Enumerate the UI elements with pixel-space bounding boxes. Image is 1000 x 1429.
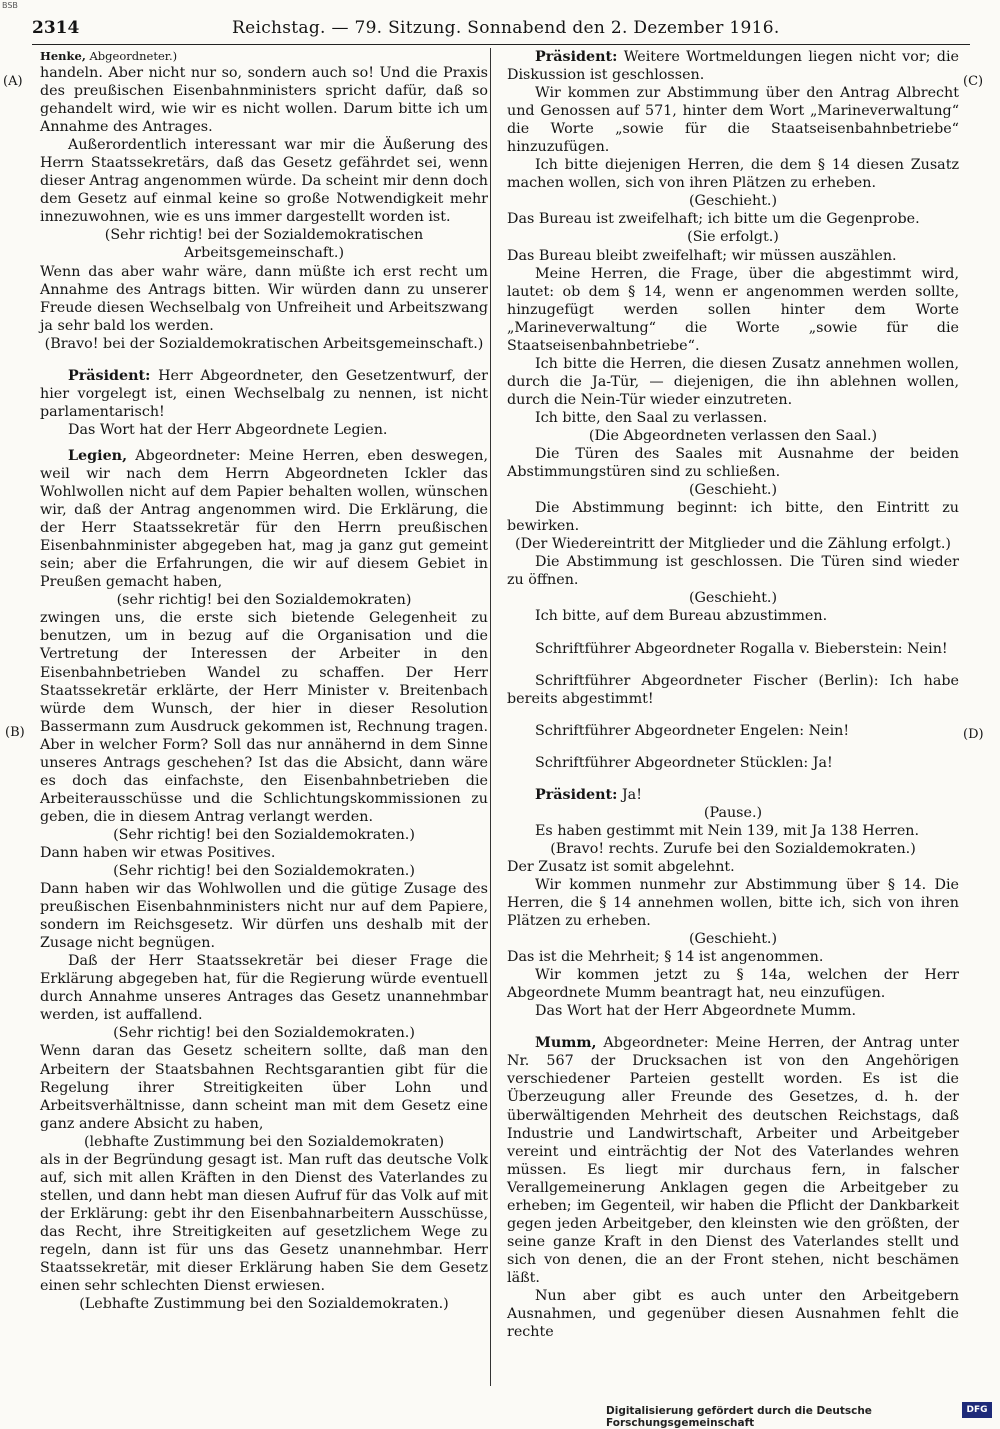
margin-mark-c: (C) xyxy=(963,74,984,89)
paragraph xyxy=(507,84,959,156)
paragraph-text: Die Abstimmung ist geschlossen. Die Türen sind wieder zu öffnen. xyxy=(507,554,959,589)
paragraph-text: Meine Herren, die Frage, über die abgestimmt wird, lautet: ob dem § 14, wenn er angenommen werden sollte, hinzugefügt werden sollen hinter dem Worte „Marineverwaltung“ die Worte „sowie für die Staatseisenbahnbetriebe“. xyxy=(507,265,959,354)
paragraph xyxy=(507,48,959,84)
paragraph xyxy=(507,948,959,966)
paragraph-text: Weitere Wortmeldungen liegen nicht vor; die Diskussion ist geschlossen. xyxy=(507,49,959,84)
paragraph-text: (lebhafte Zustimmung bei den Sozialdemokraten) xyxy=(83,1133,445,1150)
paragraph-text: Wir kommen jetzt zu § 14a, welchen der Herr Abgeordnete Mumm beantragt hat, neu einzufügen. xyxy=(507,967,959,1002)
paragraph xyxy=(507,427,959,445)
paragraph xyxy=(507,228,959,246)
paragraph-text: Ich bitte, auf dem Bureau abzustimmen. xyxy=(535,608,828,625)
paragraph-text: Das Bureau ist zweifelhaft; ich bitte um die Gegenprobe. xyxy=(507,211,920,228)
speaker-name: Präsident: xyxy=(68,367,151,384)
paragraph xyxy=(507,840,959,858)
paragraph xyxy=(507,156,959,192)
paragraph xyxy=(507,722,959,740)
paragraph-text: Ja! xyxy=(617,786,642,803)
margin-mark-b: (B) xyxy=(5,725,25,740)
paragraph xyxy=(40,1024,488,1042)
paragraph-text: zwingen uns, die erste sich bietende Gelegenheit zu benutzen, um in bezug auf die Organisation und die Vertretung der Interessen der Arbeiter in den Eisenbahnbetrieben Wandel zu schaffen. Der Herr Staatssekretär erklärte, der Herr Minister v. Breitenbach würde dem Wunsch, der hier in dieser Resolution Bassermann zum Ausdruck gekommen ist, Rechnung tragen. Aber in welcher Form? Soll das nur annähernd in dem Sinne unseres Antrags geschehen? Ist das die Absicht, dann wäre es doch das einfachste, den Eisenbahnbetrieben die Arbeiterausschüsse und die Schlichtungskommissionen zu geben, die in diesem Antrag verlangt werden. xyxy=(40,610,488,825)
paragraph-text: (Lebhafte Zustimmung bei den Sozialdemokraten.) xyxy=(79,1296,449,1313)
paragraph xyxy=(40,64,488,136)
source-tag: BSB xyxy=(2,1,18,10)
paragraph xyxy=(507,355,959,409)
paragraph-text: Schriftführer Abgeordneter Stücklen: Ja! xyxy=(535,754,833,771)
paragraph-text: (Pause.) xyxy=(703,804,763,821)
paragraph xyxy=(40,844,488,862)
paragraph-text: Wir kommen nunmehr zur Abstimmung über § 14. Die Herren, die § 14 annehmen wollen, bitte ich, sich von ihren Plätzen zu erheben. xyxy=(507,876,959,930)
paragraph xyxy=(507,210,959,228)
paragraph xyxy=(507,192,959,210)
paragraph xyxy=(40,591,488,609)
paragraph xyxy=(507,535,959,553)
paragraph-text: Außerordentlich interessant war mir die Äußerung des Herrn Staatssekretärs, daß das Gesetz gefährdet sei, wenn dieser Antrag angenommen würde. Da scheint mir denn doch dem Gesetz auf einmal keine so große Notwendigkeit mehr innezuwohnen, wie es uns immer dargestellt worden ist. xyxy=(40,137,488,226)
paragraph-text: (Sehr richtig! bei den Sozialdemokraten.) xyxy=(113,826,415,843)
paragraph xyxy=(507,672,959,708)
paragraph xyxy=(40,421,488,439)
paragraph xyxy=(40,136,488,226)
paragraph xyxy=(40,447,488,591)
paragraph-text: (Die Abgeordneten verlassen den Saal.) xyxy=(588,427,878,444)
paragraph-text: Das ist die Mehrheit; § 14 ist angenommen. xyxy=(507,949,824,966)
paragraph-text: Ich bitte, den Saal zu verlassen. xyxy=(535,409,768,426)
speaker-name: Legien, xyxy=(68,447,128,464)
paragraph-text: Abgeordneter: Meine Herren, eben deswegen, weil wir nach dem Herrn Abgeordneten Ickler das Wohlwollen nicht auf dem Papier behalten wollen, wünschen wir, daß der Antrag angenommen wird. Die Erklärung, die der Herr Staatssekretär für den Herrn preußischen Eisenbahnminister abgegeben hat, mag ja ganz gut gemeint sein; aber die Erfahrungen, die wir auf diesem Gebiet in Preußen gemacht haben, xyxy=(40,447,488,591)
paragraph xyxy=(40,1042,488,1132)
paragraph-text: Ich bitte diejenigen Herren, die dem § 14 diesen Zusatz machen wollen, sich von ihren Plätzen zu erheben. xyxy=(507,157,959,192)
speaker-name: Präsident: xyxy=(535,786,618,803)
paragraph xyxy=(40,826,488,844)
paragraph-text: Dann haben wir etwas Positives. xyxy=(40,844,276,861)
paragraph xyxy=(507,640,959,658)
margin-mark-d: (D) xyxy=(963,727,984,742)
paragraph xyxy=(507,966,959,1002)
paragraph-text: Herr Abgeordneter, den Gesetzentwurf, der hier vorgelegt ist, einen Wechselbalg zu nennen, ist nicht parlamentarisch! xyxy=(40,367,488,420)
paragraph-text: Der Zusatz ist somit abgelehnt. xyxy=(507,858,735,875)
paragraph-text: (Sie erfolgt.) xyxy=(687,229,779,246)
paragraph xyxy=(40,335,488,353)
paragraph-text: Dann haben wir das Wohlwollen und die gütige Zusage des preußischen Eisenbahnministers nicht nur auf dem Papiere, sondern im Reichsgesetz. Wir dürfen uns deshalb mit der Zusage nicht begnügen. xyxy=(40,881,488,952)
paragraph-text: Das Wort hat der Herr Abgeordnete Legien. xyxy=(68,421,388,438)
paragraph xyxy=(40,609,488,826)
paragraph xyxy=(507,876,959,930)
paragraph xyxy=(507,607,959,625)
paragraph-text: Abgeordneter: Meine Herren, der Antrag unter Nr. 567 der Drucksachen ist von den Angehörigen verschiedener Parteien gestellt worden. Es ist die Überzeugung aller Freunde des Gesetzes, d. h. der überwältigenden Mehrheit des deutschen Reichstags, daß Industrie und Landwirtschaft, Arbeiter und Arbeitgeber vereint und einträchtig der Not des Vaterlandes wehren müssen. Es liegt mir durchaus fern, in falscher Verallgemeinerung Anklagen gegen die Arbeitgeber zu erheben; im Gegenteil, wir haben die Pflicht der Dankbarkeit gegen jeden Arbeitgeber, den kleinsten wie den größten, der seine ganze Kraft in den Dienst des Vaterlandes stellt und sich von denen, die an der Front stehen, nicht beschämen läßt. xyxy=(507,1035,959,1286)
paragraph-text: (Der Wiedereintritt der Mitglieder und die Zählung erfolgt.) xyxy=(515,536,951,553)
paragraph-text: (Geschieht.) xyxy=(688,590,778,607)
paragraph-text: Ich bitte die Herren, die diesen Zusatz annehmen wollen, durch die Ja-Tür, — diejenigen, die ihn ablehnen wollen, durch die Nein-Tür wieder einzutreten. xyxy=(507,355,959,408)
paragraph xyxy=(507,589,959,607)
paragraph xyxy=(507,930,959,948)
paragraph-text: (Geschieht.) xyxy=(688,931,778,948)
running-title: Reichstag. — 79. Sitzung. Sonnabend den 2. Dezember 1916. xyxy=(232,18,780,38)
paragraph-text: (Sehr richtig! bei den Sozialdemokraten.) xyxy=(113,1025,415,1042)
margin-mark-a: (A) xyxy=(3,74,23,89)
paragraph xyxy=(40,48,488,64)
paragraph xyxy=(507,786,959,804)
paragraph xyxy=(507,409,959,427)
paragraph-text: Nun aber gibt es auch unter den Arbeitgebern Ausnahmen, und gegenüber diesen Ausnahmen fehlt die rechte xyxy=(507,1288,959,1341)
paragraph xyxy=(40,1133,488,1151)
paragraph-text: handeln. Aber nicht nur so, sondern auch so! Und die Praxis des preußischen Eisenbahnministers spricht dafür, daß so gehandelt wird, wie wir es nicht wollen. Darum bitte ich um Annahme des Antrages. xyxy=(40,65,488,136)
paragraph xyxy=(40,1151,488,1295)
paragraph-text: als in der Begründung gesagt ist. Man ruft das deutsche Volk auf, sich mit allen Kräften in den Dienst des Vaterlandes zu stellen, und dann hebt man diesen Aufruf für das Volk auf mit der Erklärung: gebt ihr den Eisenbahnarbeitern Ausschüsse, das Recht, ihre Streitigkeiten auf gesetzlichem Wege zu regeln, dann ist für uns das Gesetz unannehmbar. Herr Staatssekretär, mit dieser Erklärung haben Sie dem Gesetz einen sehr schlechten Dienst erwiesen. xyxy=(40,1151,488,1295)
paragraph xyxy=(40,1295,488,1313)
paragraph-text: Schriftführer Abgeordneter Rogalla v. Bieberstein: Nein! xyxy=(535,640,948,657)
paragraph-text: (Bravo! bei der Sozialdemokratischen Arbeitsgemeinschaft.) xyxy=(44,335,484,352)
paragraph xyxy=(507,553,959,589)
footer-credit: Digitalisierung gefördert durch die Deutsche Forschungsgemeinschaft xyxy=(606,1405,872,1429)
paragraph-text: Abgeordneter.) xyxy=(85,49,178,63)
paragraph xyxy=(40,226,488,262)
paragraph-text: Die Abstimmung beginnt: ich bitte, den Eintritt zu bewirken. xyxy=(507,500,959,535)
left-text-column xyxy=(40,48,488,1313)
paragraph xyxy=(507,858,959,876)
paragraph-text: Schriftführer Abgeordneter Engelen: Nein! xyxy=(535,722,850,739)
paragraph xyxy=(507,1034,959,1287)
paragraph-text: Wir kommen zur Abstimmung über den Antrag Albrecht und Genossen auf 571, hinter dem Wort „Marineverwaltung“ die Worte „sowie für die Staatseisenbahnbetriebe“ hinzuzufügen. xyxy=(507,85,959,156)
paragraph xyxy=(40,862,488,880)
paragraph-text: Das Wort hat der Herr Abgeordnete Mumm. xyxy=(535,1003,857,1020)
paragraph xyxy=(507,804,959,822)
paragraph-text: Wenn das aber wahr wäre, dann müßte ich erst recht um Annahme des Antrags bitten. Wir würden dann zu unserer Freude diesen Wechselbalg von Unfreiheit und Arbeitszwang ja sehr bald los werden. xyxy=(40,263,488,334)
paragraph xyxy=(40,880,488,952)
paragraph-text: (Geschieht.) xyxy=(688,482,778,499)
header-rule xyxy=(32,44,970,45)
paragraph-text: (sehr richtig! bei den Sozialdemokraten) xyxy=(116,592,412,609)
paragraph xyxy=(507,247,959,265)
paragraph-text: (Geschieht.) xyxy=(688,193,778,210)
paragraph xyxy=(40,367,488,421)
page-header xyxy=(32,18,970,44)
paragraph xyxy=(507,1287,959,1341)
paragraph xyxy=(507,754,959,772)
speaker-name: Henke, xyxy=(40,49,86,63)
speaker-name: Mumm, xyxy=(535,1035,597,1052)
dfg-logo: DFG xyxy=(962,1402,992,1418)
paragraph xyxy=(507,265,959,355)
paragraph-text: Es haben gestimmt mit Nein 139, mit Ja 138 Herren. xyxy=(535,822,920,839)
paragraph xyxy=(40,263,488,335)
paragraph xyxy=(507,822,959,840)
paragraph-text: (Sehr richtig! bei den Sozialdemokraten.) xyxy=(113,863,415,880)
speaker-name: Präsident: xyxy=(535,49,618,65)
paragraph xyxy=(507,481,959,499)
paragraph-text: Die Türen des Saales mit Ausnahme der beiden Abstimmungstüren sind zu schließen. xyxy=(507,446,959,481)
column-divider xyxy=(490,48,491,1386)
paragraph-text: Wenn daran das Gesetz scheitern sollte, daß man den Arbeitern der Staatsbahnen Rechtsgarantien gibt für die Regelung ihrer Streitigkeiten über Lohn und Arbeitsverhältnisse, dann scheint man mit dem Gesetz eine ganz andere Absicht zu haben, xyxy=(40,1043,488,1132)
paragraph-text: Daß der Herr Staatssekretär bei dieser Frage die Erklärung abgegeben hat, für die Regierung würde eventuell durch Annahme unseres Antrages das Gesetz unannehmbar werden, ist auffallend. xyxy=(40,953,488,1024)
paragraph xyxy=(507,445,959,481)
page-number: 2314 xyxy=(32,18,80,38)
paragraph-text: (Sehr richtig! bei der Sozialdemokratischen Arbeitsgemeinschaft.) xyxy=(104,227,424,262)
paragraph-text: Schriftführer Abgeordneter Fischer (Berlin): Ich habe bereits abgestimmt! xyxy=(507,672,959,707)
right-text-column xyxy=(507,48,959,1341)
paragraph xyxy=(507,499,959,535)
paragraph-text: (Bravo! rechts. Zurufe bei den Sozialdemokraten.) xyxy=(550,840,916,857)
paragraph xyxy=(507,1002,959,1020)
paragraph xyxy=(40,952,488,1024)
paragraph-text: Das Bureau bleibt zweifelhaft; wir müssen auszählen. xyxy=(507,247,897,264)
